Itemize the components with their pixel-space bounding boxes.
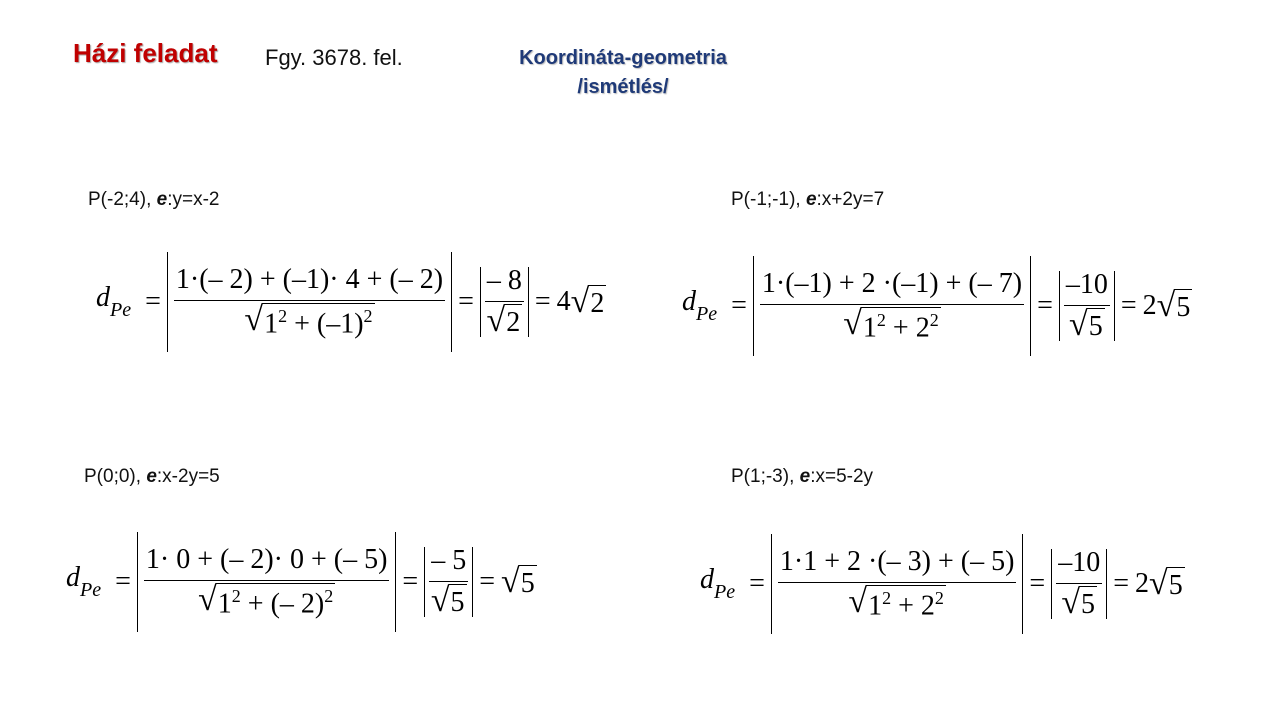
simplified-absolute (424, 547, 473, 617)
simplified-absolute (1051, 549, 1107, 619)
exercise-reference: Fgy. 3678. fel. (265, 45, 403, 70)
problem-2-statement (731, 189, 884, 211)
equals-sign: = (115, 566, 131, 597)
problem-2-formula (682, 256, 1192, 356)
equals-sign: = (749, 568, 765, 599)
sqrt-icon: √ (244, 300, 264, 338)
problem-4-formula (700, 534, 1185, 634)
distance-symbol: $d_{Pe}$ (682, 286, 718, 325)
problem-point: P(-2;4), (88, 189, 157, 210)
equals-sign: = (402, 566, 419, 597)
sqrt-icon: √ (486, 302, 506, 339)
problem-1-statement (88, 189, 219, 211)
sqrt-icon: √ (1149, 565, 1168, 602)
distance-symbol: $d_{Pe}$ (96, 282, 132, 321)
problem-4-statement (731, 466, 873, 488)
problem-3-statement (84, 466, 220, 488)
problem-1-formula (96, 252, 606, 352)
absolute-value (753, 256, 1031, 356)
result: 2 √ 5 (1135, 565, 1183, 602)
absolute-value (771, 534, 1024, 634)
topic-line-1: Koordináta-geometria (519, 47, 727, 69)
distance-symbol: $d_{Pe}$ (700, 564, 736, 603)
distance-fraction (144, 544, 390, 620)
absolute-value (167, 252, 452, 352)
distance-fraction (760, 268, 1024, 344)
equals-sign: = (458, 286, 474, 317)
fraction-denominator: √ $1^2 + 2^2$ (848, 582, 944, 622)
fraction-denominator: √ $1^2$ + (– 2)$^2$ (198, 580, 334, 620)
fraction-numerator: 1·1 + 2 ·(– 3) + (– 5) (778, 546, 1017, 583)
problem-3-formula (66, 532, 537, 632)
homework-title: Házi feladat (73, 38, 218, 68)
result: √ 5 (501, 563, 535, 600)
line-name: e (156, 189, 168, 210)
line-equation: :y=x-2 (167, 189, 220, 210)
sqrt-icon: √ (430, 582, 450, 619)
line-name: e (799, 466, 811, 487)
topic-heading (495, 44, 751, 102)
equals-sign: = (1120, 290, 1137, 321)
topic-line-2: /ismétlés/ (577, 76, 669, 98)
line-name: e (146, 466, 157, 487)
problem-point: P(1;-3), (731, 466, 800, 487)
result: 4 √ 2 (556, 283, 605, 320)
result: 2 √ 5 (1142, 287, 1191, 324)
fraction-numerator: 1· 0 + (– 2)· 0 + (– 5) (144, 544, 390, 581)
sqrt-icon: √ (1156, 287, 1176, 324)
simplified-fraction: –10 √ 5 (1065, 269, 1108, 343)
distance-fraction (174, 264, 445, 340)
line-equation: :x-2y=5 (156, 466, 220, 487)
sqrt-icon: √ (570, 283, 590, 320)
sqrt-icon: √ (501, 563, 520, 600)
equals-sign: = (1113, 568, 1130, 599)
distance-fraction (778, 546, 1017, 622)
equals-sign: = (479, 566, 496, 597)
line-equation: :x+2y=7 (816, 189, 885, 210)
simplified-fraction: – 8 √ 2 (486, 265, 522, 339)
simplified-absolute (480, 267, 529, 337)
sqrt-icon: √ (198, 580, 217, 618)
fraction-numerator: 1·(–1) + 2 ·(–1) + (– 7) (760, 268, 1024, 305)
fraction-denominator: √ $1^2 + 2^2$ (843, 304, 939, 344)
fraction-denominator: √ $1^2 + (-1)^2$ (244, 300, 373, 340)
equals-sign: = (731, 290, 747, 321)
line-equation: :x=5-2y (810, 466, 874, 487)
simplified-fraction: –10 √ 5 (1058, 547, 1101, 621)
distance-symbol: $d_{Pe}$ (66, 562, 102, 601)
sqrt-icon: √ (843, 304, 862, 342)
absolute-value (137, 532, 397, 632)
equals-sign: = (145, 286, 161, 317)
sqrt-icon: √ (1061, 584, 1081, 621)
line-name: e (805, 189, 817, 210)
problem-point: P(-1;-1), (731, 189, 806, 210)
fraction-numerator: 1·(– 2) + (–1)· 4 + (– 2) (174, 264, 445, 301)
equals-sign: = (534, 286, 551, 317)
equals-sign: = (1037, 290, 1053, 321)
simplified-absolute (1059, 271, 1115, 341)
simplified-fraction: – 5 √ 5 (430, 545, 467, 619)
problem-point: P(0;0), (84, 466, 147, 487)
sqrt-icon: √ (1069, 306, 1088, 343)
sqrt-icon: √ (848, 582, 868, 620)
equals-sign: = (1029, 568, 1046, 599)
